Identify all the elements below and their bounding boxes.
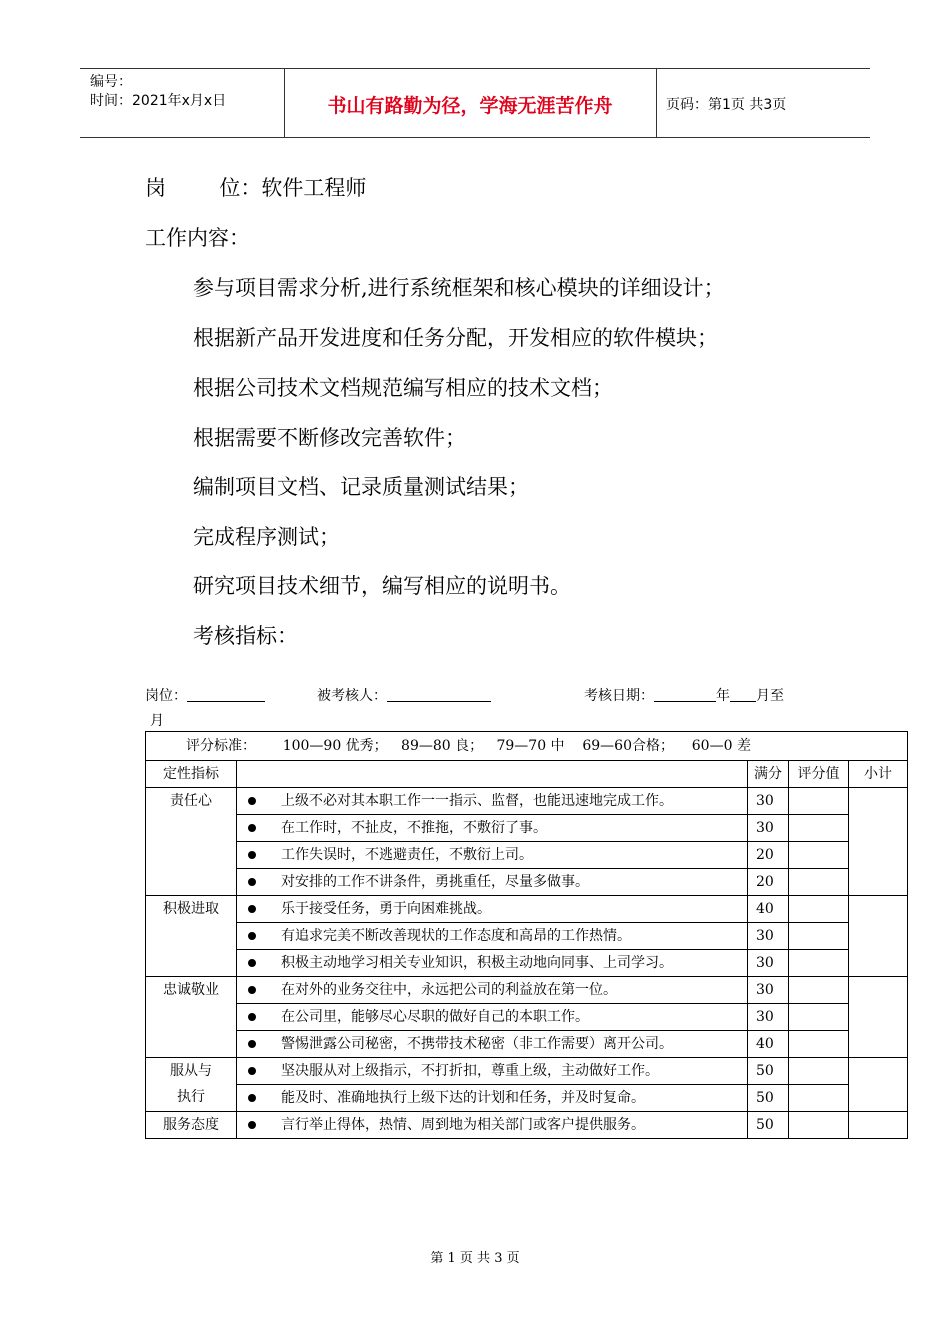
page-header	[80, 68, 870, 138]
item-text: 能及时、准确地执行上级下达的计划和任务，并及时复命。	[281, 1090, 645, 1106]
table-row	[146, 869, 908, 896]
table-header-row	[146, 761, 908, 788]
month-start-blank[interactable]	[730, 687, 756, 702]
table-row	[146, 977, 908, 1004]
duty-item: 研究项目技术细节，编写相应的说明书。	[193, 574, 571, 598]
bullet-icon	[248, 986, 256, 994]
bullet-icon	[248, 878, 256, 886]
bullet-icon	[248, 797, 256, 805]
table-row	[146, 1112, 908, 1139]
full-score: 40	[748, 1031, 789, 1058]
position-value: 软件工程师	[261, 176, 367, 200]
subtotal-cell[interactable]	[849, 1112, 908, 1139]
bullet-icon	[248, 1094, 256, 1102]
duty-item: 编制项目文档、记录质量测试结果；	[193, 475, 529, 499]
item-text: 在公司里，能够尽心尽职的做好自己的本职工作。	[281, 1009, 589, 1025]
bullet-icon	[248, 1121, 256, 1129]
year-blank[interactable]	[654, 687, 716, 702]
category-cell: 服务态度	[146, 1112, 237, 1139]
full-score: 30	[748, 977, 789, 1004]
meta-assessee	[317, 685, 491, 705]
rating-cell[interactable]	[789, 1112, 849, 1139]
item-text: 对安排的工作不讲条件，勇挑重任，尽量多做事。	[281, 874, 589, 890]
item-text: 积极主动地学习相关专业知识，积极主动地向同事、上司学习。	[281, 955, 673, 971]
category-cell: 服从与执行	[146, 1058, 237, 1112]
full-score: 30	[748, 1004, 789, 1031]
item-text: 坚决服从对上级指示，不打折扣，尊重上级，主动做好工作。	[281, 1063, 659, 1079]
full-score: 40	[748, 896, 789, 923]
position-line	[145, 172, 366, 202]
header-rating: 评分值	[789, 761, 849, 788]
full-score: 50	[748, 1112, 789, 1139]
table-row	[146, 923, 908, 950]
rating-cell[interactable]	[789, 977, 849, 1004]
rating-cell[interactable]	[789, 869, 849, 896]
item-text: 工作失误时，不逃避责任，不敷衍上司。	[281, 847, 533, 863]
table-row	[146, 950, 908, 977]
bullet-icon	[248, 1040, 256, 1048]
meta-date	[584, 685, 784, 705]
header-left	[90, 73, 226, 111]
full-score: 20	[748, 842, 789, 869]
bullet-icon	[248, 824, 256, 832]
table-row	[146, 1031, 908, 1058]
table-row	[146, 1058, 908, 1085]
subtotal-cell[interactable]	[849, 896, 908, 977]
duties-heading: 工作内容：	[145, 226, 250, 250]
item-text: 上级不必对其本职工作一一指示、监督，也能迅速地完成工作。	[281, 793, 673, 809]
rating-cell[interactable]	[789, 1058, 849, 1085]
kpi-heading: 考核指标：	[193, 624, 298, 648]
full-score: 30	[748, 950, 789, 977]
rating-cell[interactable]	[789, 842, 849, 869]
rating-cell[interactable]	[789, 950, 849, 977]
header-full-score: 满分	[748, 761, 789, 788]
duty-item: 完成程序测试；	[193, 525, 340, 549]
duty-item: 参与项目需求分析,进行系统框架和核心模块的详细设计；	[193, 276, 725, 300]
rating-cell[interactable]	[789, 1031, 849, 1058]
month-to-label: 月至	[756, 688, 784, 704]
scoring-standard: 评分标准： 100—90 优秀； 89—80 良； 79—70 中 69—60合格； 60—0 差	[146, 732, 908, 761]
rating-cell[interactable]	[789, 788, 849, 815]
page-footer: 第 1 页 共 3 页	[430, 1251, 520, 1266]
bullet-icon	[248, 959, 256, 967]
assessment-table	[145, 731, 908, 1139]
item-text: 乐于接受任务，勇于向困难挑战。	[281, 901, 491, 917]
table-row	[146, 1004, 908, 1031]
rating-cell[interactable]	[789, 896, 849, 923]
category-cell: 责任心	[146, 788, 237, 896]
item-text: 在工作时，不扯皮，不推拖，不敷衍了事。	[281, 820, 547, 836]
table-row	[146, 842, 908, 869]
doc-number-label: 编号：	[90, 74, 132, 90]
table-row	[146, 788, 908, 815]
assessee-label: 被考核人：	[317, 688, 387, 704]
meta-post	[145, 685, 265, 705]
duty-item: 根据新产品开发进度和任务分配，开发相应的软件模块；	[193, 326, 718, 350]
date-label: 考核日期：	[584, 688, 654, 704]
table-row	[146, 1085, 908, 1112]
category-cell: 忠诚敬业	[146, 977, 237, 1058]
month-label: 月	[150, 713, 164, 729]
bullet-icon	[248, 905, 256, 913]
subtotal-cell[interactable]	[849, 1058, 908, 1112]
header-divider	[656, 69, 657, 137]
rating-cell[interactable]	[789, 1004, 849, 1031]
table-row	[146, 896, 908, 923]
header-page-code: 页码：第1页 共3页	[666, 97, 787, 113]
full-score: 50	[748, 1085, 789, 1112]
full-score: 50	[748, 1058, 789, 1085]
subtotal-cell[interactable]	[849, 788, 908, 896]
bullet-icon	[248, 1013, 256, 1021]
duty-item: 根据需要不断修改完善软件；	[193, 426, 466, 450]
item-text: 警惕泄露公司秘密，不携带技术秘密（非工作需要）离开公司。	[281, 1036, 673, 1052]
header-blank	[237, 761, 748, 788]
header-category: 定性指标	[146, 761, 237, 788]
full-score: 30	[748, 923, 789, 950]
full-score: 30	[748, 815, 789, 842]
duty-item: 根据公司技术文档规范编写相应的技术文档；	[193, 376, 613, 400]
rating-cell[interactable]	[789, 815, 849, 842]
item-text: 有追求完美不断改善现状的工作态度和高昂的工作热情。	[281, 928, 631, 944]
bullet-icon	[248, 932, 256, 940]
full-score: 30	[748, 788, 789, 815]
table-row	[146, 815, 908, 842]
rating-cell[interactable]	[789, 923, 849, 950]
item-text: 言行举止得体，热情、周到地为相关部门或客户提供服务。	[281, 1117, 645, 1133]
header-motto: 书山有路勤为径，学海无涯苦作舟	[327, 95, 613, 117]
standard-row	[146, 732, 908, 761]
post-blank[interactable]	[187, 687, 265, 702]
item-text: 在对外的业务交往中，永远把公司的利益放在第一位。	[281, 982, 617, 998]
doc-date-label: 时间：2021年x月x日	[90, 93, 227, 109]
bullet-icon	[248, 1067, 256, 1075]
position-label: 岗 位：	[145, 176, 262, 200]
header-subtotal: 小计	[849, 761, 908, 788]
year-label: 年	[716, 688, 730, 704]
full-score: 20	[748, 869, 789, 896]
subtotal-cell[interactable]	[849, 977, 908, 1058]
bullet-icon	[248, 851, 256, 859]
assessee-blank[interactable]	[387, 687, 491, 702]
post-label: 岗位：	[145, 688, 187, 704]
category-cell: 积极进取	[146, 896, 237, 977]
rating-cell[interactable]	[789, 1085, 849, 1112]
